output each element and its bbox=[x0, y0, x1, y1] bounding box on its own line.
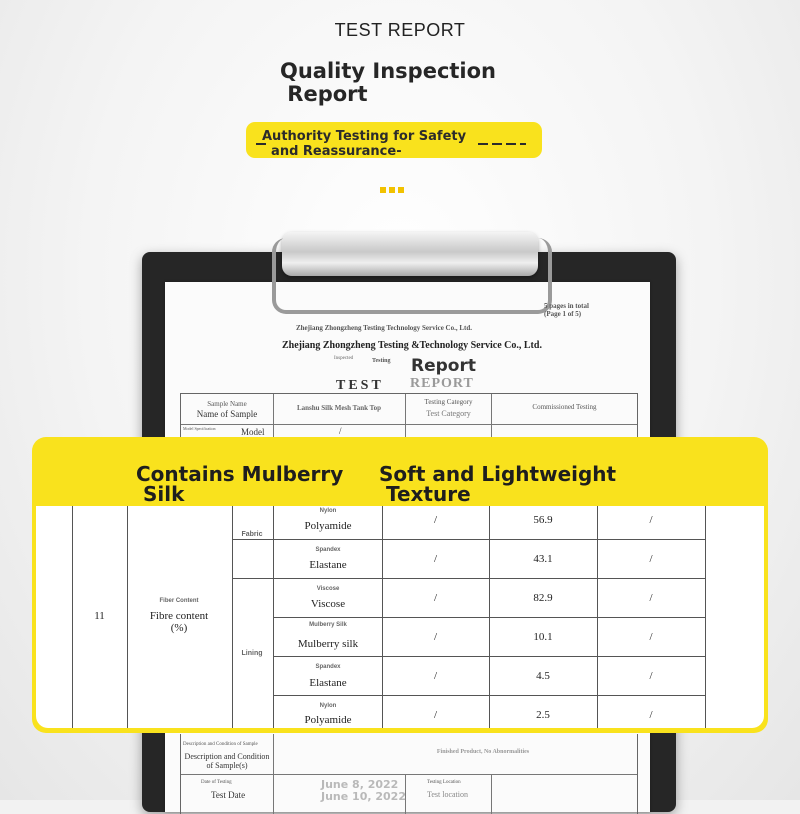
report-heading-faint: REPORT bbox=[410, 376, 474, 391]
verdict: / bbox=[649, 553, 653, 565]
material-name: Elastane bbox=[309, 559, 347, 571]
test-heading: TEST bbox=[336, 378, 384, 393]
company-name: Zhejiang Zhongzheng Testing &Technology Service Co., Ltd. bbox=[282, 340, 542, 351]
material-small: Spandex bbox=[315, 664, 341, 670]
date-small: Date of Testing bbox=[201, 780, 232, 785]
material-name: Elastane bbox=[309, 677, 347, 689]
highlight-mulberry-silk: Contains Mulberry Silk bbox=[136, 462, 344, 506]
highlight-soft-texture: Soft and Lightweight Texture bbox=[379, 462, 617, 506]
testing-label: Testing bbox=[372, 358, 391, 364]
measured-value: 82.9 bbox=[533, 592, 553, 604]
measured-value: 4.5 bbox=[536, 670, 550, 682]
commissioned-small: Commissioned Testing bbox=[532, 403, 597, 411]
model-value: / bbox=[339, 426, 342, 436]
sample-name-label: Name of Sample bbox=[196, 409, 258, 419]
material-small: Mulberry Silk bbox=[309, 622, 347, 628]
test-date-start: June 8, 2022 bbox=[321, 778, 399, 791]
requirement: / bbox=[433, 514, 438, 526]
requirement: / bbox=[433, 709, 438, 721]
test-location-label: Test location bbox=[427, 790, 468, 799]
verdict: / bbox=[649, 631, 653, 643]
test-category-small: Testing Category bbox=[424, 398, 473, 406]
pill-dash-right bbox=[478, 143, 526, 145]
verdict: / bbox=[649, 592, 653, 604]
group-lining: Lining bbox=[241, 650, 263, 657]
measured-value: 43.1 bbox=[533, 553, 553, 565]
verdict: / bbox=[649, 514, 653, 526]
requirement: / bbox=[433, 670, 438, 682]
test-date-end: June 10, 2022 bbox=[321, 790, 406, 803]
pages-note: 5 pages in total (Page 1 of 5) bbox=[544, 302, 589, 318]
measured-value: 2.5 bbox=[536, 709, 550, 721]
test-category-value: Test Category bbox=[426, 409, 471, 418]
material-small: Viscose bbox=[316, 586, 340, 592]
requirement: / bbox=[433, 553, 438, 565]
location-small: Testing Location bbox=[427, 780, 461, 785]
report-heading: Report bbox=[411, 356, 476, 376]
description-small: Description and Condition of Sample bbox=[183, 742, 258, 747]
requirement: / bbox=[433, 592, 438, 604]
eyebrow-text: TEST REPORT bbox=[334, 20, 466, 40]
fiber-content-small: Fiber Content bbox=[159, 598, 199, 604]
row-number: 11 bbox=[94, 610, 105, 622]
fibre-content-label: Fibre content (%) bbox=[149, 610, 209, 634]
material-small: Nylon bbox=[319, 703, 337, 709]
sample-name-small: Sample Name bbox=[207, 400, 247, 408]
header-table bbox=[180, 393, 638, 439]
sample-name-value: Lanshu Silk Mesh Tank Top bbox=[296, 404, 382, 412]
group-fabric: Fabric bbox=[241, 531, 263, 538]
material-name: Viscose bbox=[310, 598, 346, 610]
measured-value: 56.9 bbox=[533, 514, 553, 526]
verdict: / bbox=[649, 670, 653, 682]
model-label: Model bbox=[241, 427, 265, 437]
material-name: Mulberry silk bbox=[297, 638, 359, 650]
material-name: Polyamide bbox=[304, 520, 352, 532]
company-name-small: Zhejiang Zhongzheng Testing Technology Service Co., Ltd. bbox=[296, 324, 473, 332]
inspected-label: Inspected bbox=[334, 356, 354, 361]
bottom-table bbox=[180, 734, 638, 814]
material-small: Spandex bbox=[315, 547, 341, 553]
material-name: Polyamide bbox=[304, 714, 352, 726]
model-small: Model Specification bbox=[183, 426, 216, 431]
test-date-label: Test Date bbox=[211, 790, 246, 800]
finished-product-text: Finished Product, No Abnormalities bbox=[436, 749, 530, 755]
material-small: Nylon bbox=[319, 508, 337, 514]
measured-value: 10.1 bbox=[533, 631, 553, 643]
description-label: Description and Condition of Sample(s) bbox=[184, 752, 270, 770]
clipboard-clip bbox=[282, 232, 538, 276]
tagline-text: Authority Testing for Safety and Reassurance- bbox=[262, 129, 467, 159]
decorative-dots bbox=[380, 187, 404, 193]
requirement: / bbox=[433, 631, 438, 643]
verdict: / bbox=[649, 709, 653, 721]
fibre-table bbox=[36, 506, 764, 728]
page-title: Quality Inspection Report bbox=[280, 59, 497, 106]
